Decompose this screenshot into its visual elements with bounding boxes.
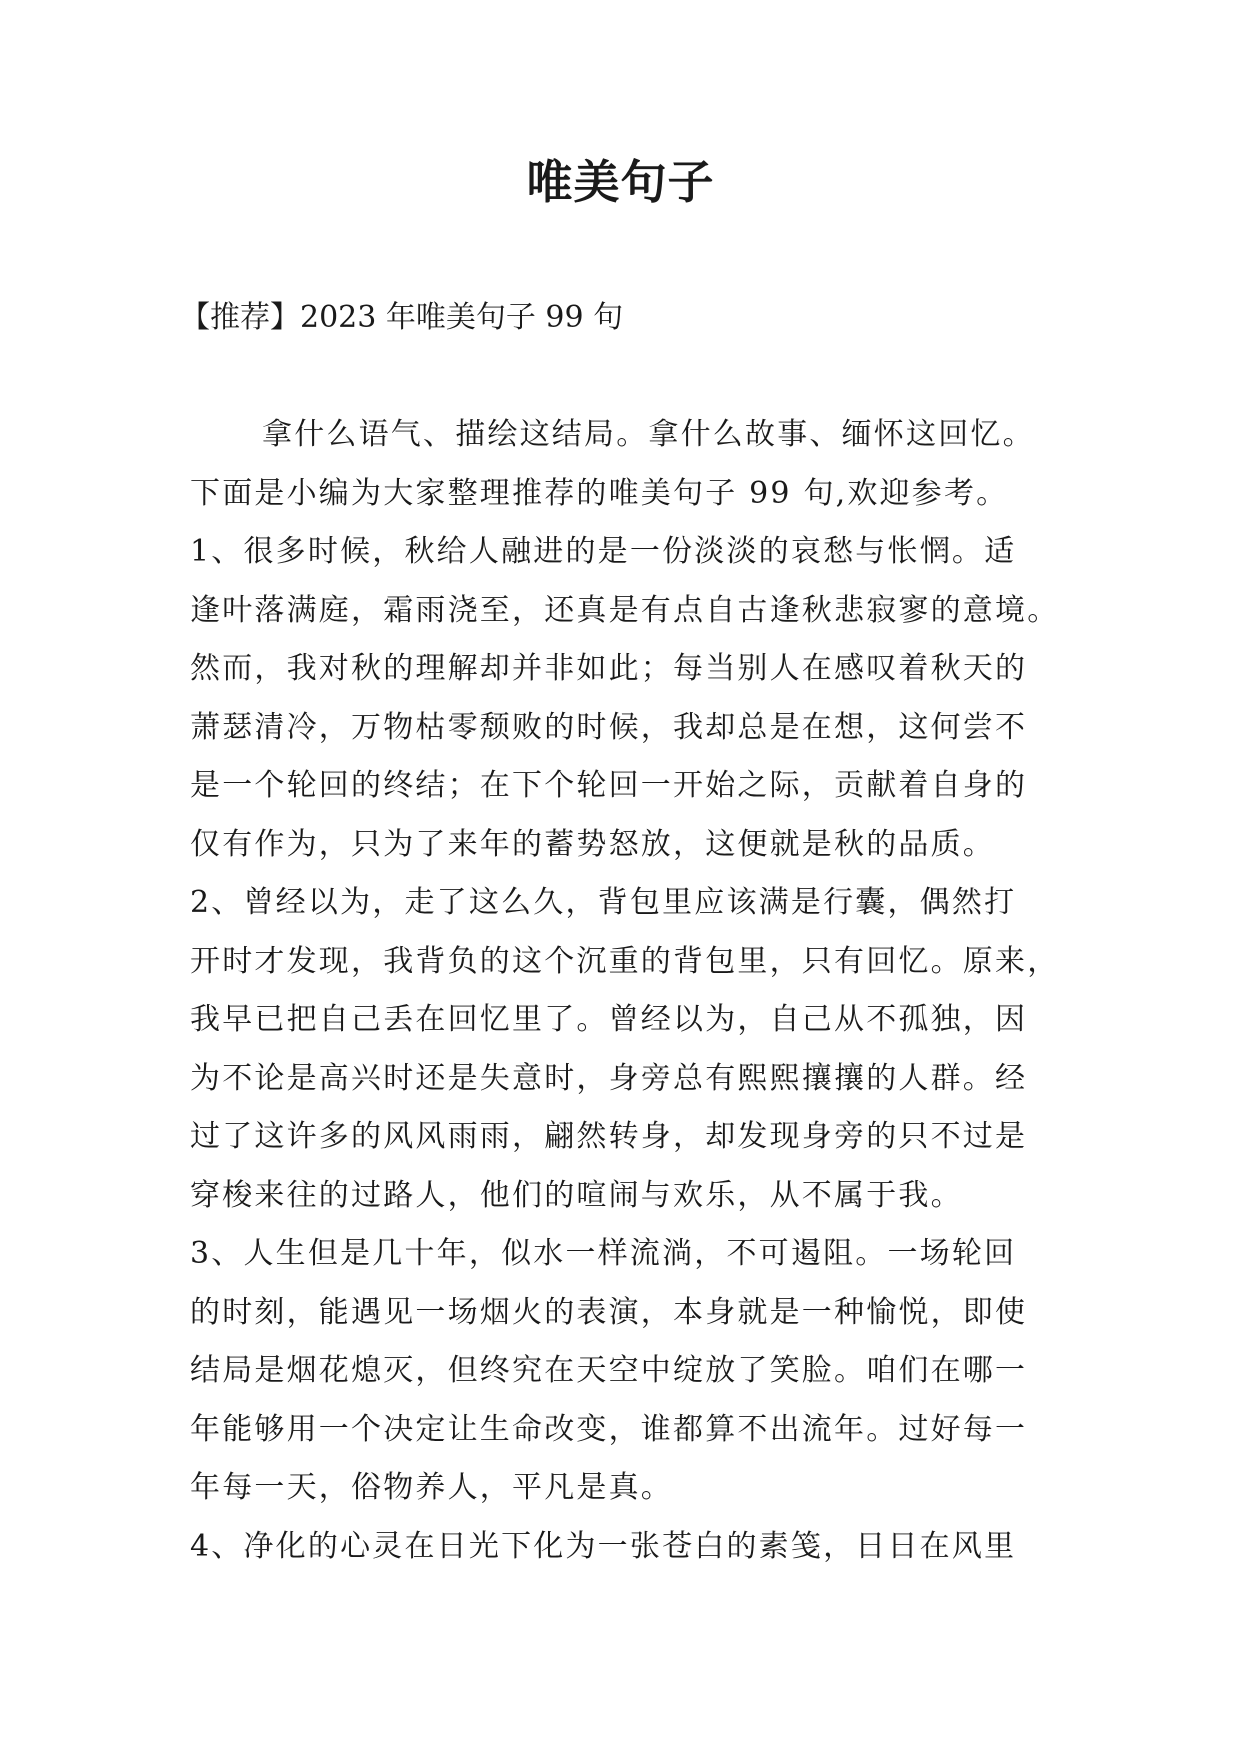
body-line: 为不论是高兴时还是失意时，身旁总有熙熙攘攘的人群。经	[190, 1060, 1028, 1096]
body-line: 开时才发现，我背负的这个沉重的背包里，只有回忆。原来，	[190, 943, 1060, 979]
body-line: 4、净化的心灵在日光下化为一张苍白的素笺，日日在风里	[190, 1528, 1017, 1564]
body-line: 萧瑟清冷，万物枯零颓败的时候，我却总是在想，这何尝不	[190, 709, 1028, 745]
body-line: 下面是小编为大家整理推荐的唯美句子 99 句,欢迎参考。	[190, 475, 1009, 511]
body-line: 穿梭来往的过路人，他们的喧闹与欢乐，从不属于我。	[190, 1177, 963, 1213]
body-line: 逢叶落满庭，霜雨浇至，还真是有点自古逢秋悲寂寥的意境。	[190, 592, 1060, 628]
body-line: 1、很多时候，秋给人融进的是一份淡淡的哀愁与怅惘。适	[190, 534, 1017, 569]
body-line: 年每一天，俗物养人，平凡是真。	[190, 1470, 673, 1505]
document-body	[190, 406, 1060, 1576]
body-line: 我早已把自己丢在回忆里了。曾经以为，自己从不孤独，因	[190, 1002, 1028, 1037]
body-line: 的时刻，能遇见一场烟火的表演，本身就是一种愉悦，即使	[190, 1294, 1028, 1330]
body-line: 2、曾经以为，走了这么久，背包里应该满是行囊，偶然打	[190, 885, 1017, 920]
body-line: 3、人生但是几十年，似水一样流淌，不可遏阻。一场轮回	[190, 1236, 1017, 1271]
body-line: 过了这许多的风风雨雨，翩然转身，却发现身旁的只不过是	[190, 1119, 1028, 1154]
body-line: 是一个轮回的终结；在下个轮回一开始之际，贡献着自身的	[190, 768, 1028, 803]
body-line: 然而，我对秋的理解却并非如此；每当别人在感叹着秋天的	[190, 651, 1028, 686]
body-line: 仅有作为，只为了来年的蓄势怒放，这便就是秋的品质。	[190, 826, 995, 862]
body-line: 拿什么语气、描绘这结局。拿什么故事、缅怀这回忆。	[262, 417, 1035, 452]
document-title: 唯美句子	[526, 155, 715, 209]
document-subtitle: 【推荐】2023 年唯美句子 99 句	[180, 300, 624, 335]
body-line: 结局是烟花熄灭，但终究在天空中绽放了笑脸。咱们在哪一	[190, 1353, 1028, 1388]
body-line: 年能够用一个决定让生命改变，谁都算不出流年。过好每一	[190, 1411, 1028, 1447]
